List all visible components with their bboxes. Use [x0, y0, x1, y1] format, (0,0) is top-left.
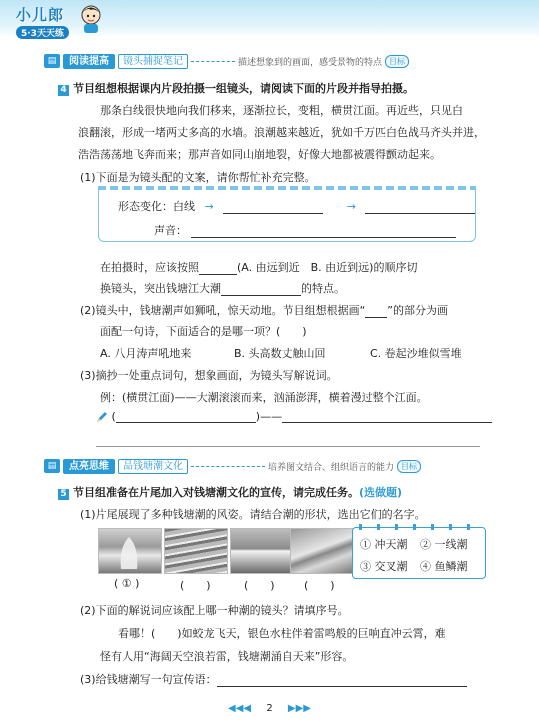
explanation-answer-row — [96, 410, 492, 423]
answer-blank[interactable] — [116, 411, 256, 423]
card-decor — [98, 186, 476, 190]
goal-badge: 目标 — [385, 55, 409, 68]
section-goal: 描述想象到的画面，感受景物的特点 — [238, 57, 383, 68]
brand-name: 小儿郎 — [16, 6, 65, 24]
subquestion-2 — [80, 302, 448, 318]
text: 换镜头，突出钱塘江大潮 — [100, 282, 221, 295]
text: (2)镜头中，钱塘潮声如狮吼，惊天动地。节目组想根据画“ — [80, 304, 366, 317]
order-question — [100, 259, 417, 275]
book-icon: ▤ — [44, 459, 60, 473]
narration-line: 怪有人用“海阔天空浪若雷，钱塘潮涌自天来”形容。 — [100, 650, 354, 663]
text: (3)给钱塘潮写一句宣传语： — [80, 673, 217, 686]
answer-blank[interactable] — [365, 306, 387, 318]
pencil-icon — [96, 411, 108, 423]
subquestion-1: (1)下面是为镜头配的文案，请你帮忙补充完整。 — [80, 171, 316, 184]
example-line: 例：(横贯江面)——大潮滚滚而来，汹涌澎湃，横着漫过整个江面。 — [100, 391, 428, 404]
form-change-row — [118, 198, 475, 214]
next-arrows-icon: ▶▶▶ — [287, 703, 311, 714]
question-text: 节目组想根据课内片段拍摄一组镜头，请阅读下面的片段并指导拍摄。 — [73, 82, 414, 95]
form-label: 形态变化： — [118, 200, 173, 213]
series-name: 5·3天天练 — [16, 26, 69, 39]
goal-badge: 目标 — [397, 460, 421, 473]
brand-logo — [16, 4, 69, 39]
mascot-icon — [78, 4, 104, 34]
text: (A. 由远到近 B. 由近到远)的顺序切 — [237, 261, 418, 274]
question-number: 5 — [58, 489, 69, 500]
sound-label: 声音： — [154, 224, 187, 237]
section-goal: 培养图文结合、组织语言的能力 — [268, 462, 395, 473]
text: 在拍摄时，应该按照 — [100, 261, 199, 274]
subquestion-1: (1)片尾展现了多种钱塘潮的风姿。请结合潮的形状，选出它们的名字。 — [80, 508, 426, 521]
splash-icon — [99, 529, 161, 573]
tide-photo-4 — [290, 528, 354, 574]
prev-arrows-icon: ◀◀◀ — [228, 703, 252, 714]
subquestion-2: (2)下面的解说词应该配上哪一种潮的镜头？请填序号。 — [80, 604, 349, 617]
section-title: 阅读提高 — [63, 54, 115, 69]
section-header-thinking — [44, 458, 421, 474]
feature-question — [100, 280, 345, 296]
answer-line[interactable] — [96, 446, 480, 447]
option-a[interactable]: A. 八月涛声吼地来 — [100, 347, 192, 360]
answer-blank[interactable] — [365, 202, 475, 214]
section-subtitle: 品钱塘潮文化 — [118, 459, 188, 474]
photo-answer[interactable]: ( ) — [304, 579, 335, 592]
tide-option: ① 冲天潮 — [360, 538, 408, 551]
answer-blank[interactable] — [221, 284, 301, 296]
question-4-stem — [58, 80, 414, 96]
book-icon: ▤ — [44, 54, 60, 68]
answer-blank[interactable] — [199, 263, 237, 275]
section-header-reading — [44, 53, 409, 69]
photo-answer[interactable]: ( ① ) — [114, 577, 140, 590]
arrow-icon: → — [204, 200, 214, 213]
optional-tag: (选做题) — [359, 486, 403, 499]
tide-photo-1 — [98, 528, 162, 574]
question-number: 4 — [58, 85, 69, 96]
slogan-answer-blank[interactable] — [217, 675, 467, 687]
dotted-leader — [191, 466, 265, 467]
subquestion-3 — [80, 671, 467, 687]
notebook-rings — [359, 524, 479, 530]
answer-blank[interactable] — [282, 411, 492, 423]
section-title: 点亮思维 — [63, 459, 115, 474]
question-text: 节目组准备在片尾加入对钱塘潮文化的宣传，请完成任务。 — [73, 486, 359, 499]
answer-blank[interactable] — [223, 202, 323, 214]
passage-line: 浪翻滚，形成一堵两丈多高的水墙。浪潮越来越近，犹如千万匹白色战马齐头并进， — [78, 126, 485, 139]
text: ( — [111, 410, 116, 423]
option-c[interactable]: C. 卷起沙堆似雪堆 — [370, 347, 462, 360]
section-subtitle: 镜头捕捉笔记 — [118, 54, 188, 69]
subquestion-2-cont: 面配一句诗，下面适合的是哪一项？( ) — [100, 325, 307, 338]
sound-row — [154, 222, 456, 238]
passage-line: 浩浩荡荡地飞奔而来；那声音如同山崩地裂，好像大地都被震得颤动起来。 — [78, 148, 441, 161]
question-5-stem — [58, 484, 402, 500]
text: ”的部分为画 — [387, 304, 448, 317]
subquestion-3: (3)摘抄一处重点词句，想象画面，为镜头写解说词。 — [80, 369, 338, 382]
text: 的特点。 — [301, 282, 345, 295]
page-footer — [0, 703, 539, 714]
option-b[interactable]: B. 头高数丈触山回 — [234, 347, 326, 360]
passage-line: 那条白线很快地向我们移来，逐渐拉长，变粗，横贯江面。再近些，只见白 — [100, 104, 463, 117]
form-start: 白线 — [173, 200, 195, 213]
answer-blank[interactable] — [191, 226, 456, 238]
dotted-leader — [191, 61, 235, 62]
photo-answer[interactable]: ( ) — [244, 579, 275, 592]
tide-option: ③ 交叉潮 — [360, 560, 408, 573]
tide-option: ② 一线潮 — [420, 538, 468, 551]
photo-answer[interactable]: ( ) — [180, 579, 211, 592]
page-number: 2 — [266, 703, 273, 714]
narration-line: 看哪！( )如蛟龙飞天，银色水柱伴着雷鸣般的巨响直冲云霄，难 — [118, 627, 446, 640]
text: )—— — [255, 410, 283, 423]
arrow-icon: → — [346, 200, 356, 213]
tide-photo-3 — [230, 528, 294, 574]
tide-option: ④ 鱼鳞潮 — [420, 560, 468, 573]
tide-photo-2 — [164, 528, 228, 574]
